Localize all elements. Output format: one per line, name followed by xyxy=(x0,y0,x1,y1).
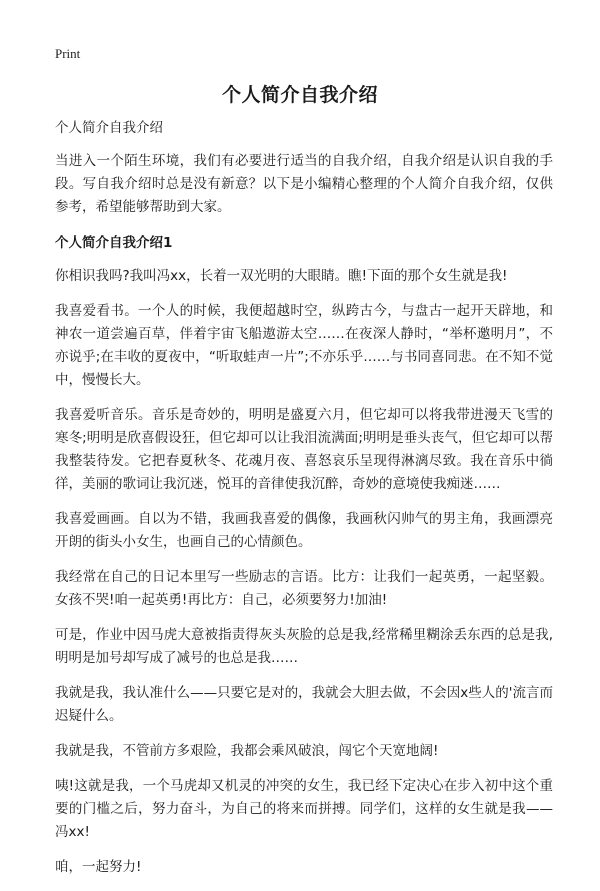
paragraph: 咱，一起努力! xyxy=(55,859,142,875)
paragraph: 我就是我，我认准什么——只要它是对的，我就会大胆去做，不会因x些人的'流言而迟疑什么。 xyxy=(55,685,553,724)
paragraph: 你相识我吗?我叫冯xx，长着一双光明的大眼睛。瞧!下面的那个女生就是我! xyxy=(55,268,508,284)
page-title: 个人简介自我介绍 xyxy=(221,84,378,106)
paragraph: 我喜爱看书。一个人的时候，我便超越时空，纵跨古今，与盘古一起开天辟地，和神农一道尝遍百草，伴着宇宙飞船遨游太空……在夜深人静时，“举杯邀明月”，不亦说乎;在丰收的夏夜中，“听取蛙声一片”;不亦乐乎……与书同喜同悲。在不知不觉中，慢慢长大。 xyxy=(55,303,553,388)
paragraph: 我经常在自己的日记本里写一些励志的言语。比方：让我们一起英勇，一起坚毅。女孩不哭!咱一起英勇!再比方：自己，必须要努力!加油! xyxy=(55,569,553,608)
section-heading: 个人简介自我介绍1 xyxy=(55,235,173,251)
paragraph: 可是，作业中因马虎大意被指责得灰头灰脸的总是我,经常稀里糊涂丢东西的总是我,明明是加号却写成了减号的也总是我…… xyxy=(55,627,553,666)
print-link[interactable]: Print xyxy=(55,46,81,61)
article-subtitle: 个人简介自我介绍 xyxy=(55,120,163,136)
paragraph: 我喜爱听音乐。音乐是奇妙的，明明是盛夏六月，但它却可以将我带进漫天飞雪的寒冬;明明是欣喜假设狂，但它却可以让我泪流满面;明明是垂头丧气，但它却可以帮我整装待发。它把春夏秋冬、花魂月夜、喜怒哀乐呈现得淋漓尽致。我在音乐中徜徉，美丽的歌词让我沉迷，悦耳的音律使我沉醉，奇妙的意境使我痴迷…… xyxy=(55,407,553,492)
paragraph: 咦!这就是我，一个马虎却又机灵的冲突的女生，我已经下定决心在步入初中这个重要的门槛之后，努力奋斗，为自己的将来而拼搏。同学们，这样的女生就是我——冯xx! xyxy=(55,778,553,840)
article-body xyxy=(55,117,553,891)
intro-paragraph: 当进入一个陌生环境，我们有必要进行适当的自我介绍，自我介绍是认识自我的手段。写自我介绍时总是没有新意？以下是小编精心整理的个人简介自我介绍，仅供参考，希望能够帮助到大家。 xyxy=(55,153,553,215)
paragraph: 我就是我，不管前方多艰险，我都会乘风破浪，闯它个天宽地阔! xyxy=(55,743,439,759)
paragraph: 我喜爱画画。自以为不错，我画我喜爱的偶像，我画秋闪帅气的男主角，我画漂亮开朗的街头小女生，也画自己的心情颜色。 xyxy=(55,511,553,550)
